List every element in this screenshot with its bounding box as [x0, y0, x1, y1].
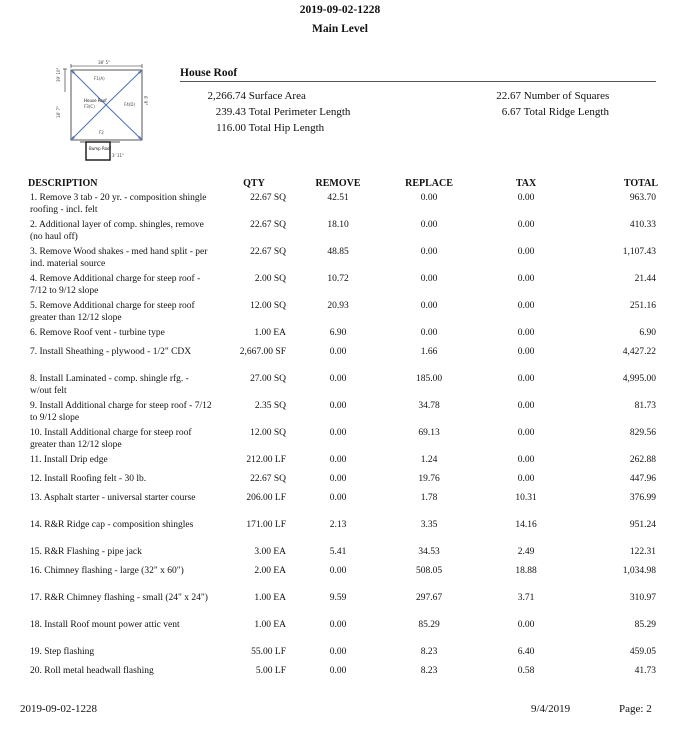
table-row — [28, 666, 658, 685]
item-total: 4,427.22 — [622, 347, 656, 357]
item-description: 4. Remove Additional charge for steep roof - 7/12 to 9/12 slope — [30, 274, 201, 296]
item-replace: 0.00 — [420, 301, 438, 311]
item-replace: 34.53 — [418, 547, 440, 557]
item-replace: 0.00 — [420, 247, 438, 257]
item-remove: 42.51 — [327, 193, 349, 203]
table-row — [28, 374, 658, 401]
item-qty: 1.00 EA — [254, 593, 286, 603]
item-tax: 0.00 — [517, 474, 535, 484]
item-total: 963.70 — [629, 193, 656, 203]
item-tax: 0.00 — [517, 347, 535, 357]
item-qty: 55.00 LF — [251, 647, 286, 657]
item-tax: 0.00 — [517, 401, 535, 411]
item-tax: 0.00 — [517, 220, 535, 230]
item-qty: 206.00 LF — [246, 493, 286, 503]
item-remove: 2.13 — [329, 520, 347, 530]
header-replace: REPLACE — [405, 178, 453, 189]
item-description: 18. Install Roof mount power attic vent — [30, 620, 180, 630]
roof-diagram — [56, 58, 151, 164]
item-remove: 0.00 — [329, 401, 347, 411]
diagram-dim-top: 38' 5" — [98, 60, 110, 65]
item-replace: 0.00 — [420, 274, 438, 284]
table-row — [28, 474, 658, 493]
stat-number-of-squares: 22.67 Number of Squares — [496, 90, 610, 102]
item-description: 11. Install Drip edge — [30, 455, 108, 465]
item-description: 17. R&R Chimney flashing - small (24" x 24") — [30, 593, 208, 603]
footer-doc-id: 2019-09-02-1228 — [20, 703, 97, 715]
header-tax: TAX — [515, 178, 537, 189]
item-total: 1,034.98 — [622, 566, 656, 576]
item-tax: 6.40 — [517, 647, 535, 657]
diagram-dim-bottom: 3' 11" — [112, 153, 124, 158]
item-tax: 0.00 — [517, 620, 535, 630]
item-description: 20. Roll metal headwall flashing — [30, 666, 154, 676]
diagram-bump-label: Bump Roof — [89, 146, 111, 151]
item-tax: 0.00 — [517, 428, 535, 438]
item-total: 447.96 — [629, 474, 656, 484]
item-qty: 5.00 LF — [255, 666, 286, 676]
item-tax: 0.00 — [517, 274, 535, 284]
item-remove: 0.00 — [329, 647, 347, 657]
item-replace: 19.76 — [418, 474, 440, 484]
section-divider — [180, 81, 656, 82]
diagram-face-label: House Roof — [84, 98, 107, 103]
item-description: 5. Remove Additional charge for steep roof greater than 12/12 slope — [30, 301, 195, 323]
item-qty: 1.00 EA — [254, 620, 286, 630]
diagram-face-top: F1(A) — [94, 76, 105, 81]
item-remove: 0.00 — [329, 455, 347, 465]
item-tax: 3.71 — [517, 593, 535, 603]
item-replace: 297.67 — [415, 593, 443, 603]
item-total: 829.56 — [629, 428, 656, 438]
item-total: 410.33 — [629, 220, 656, 230]
item-total: 6.90 — [639, 328, 656, 338]
item-description: 19. Step flashing — [30, 647, 95, 657]
item-replace: 0.00 — [420, 220, 438, 230]
table-row — [28, 220, 658, 247]
diagram-dim-right: 6' 9" — [143, 96, 148, 106]
item-description: 13. Asphalt starter - universal starter course — [30, 493, 196, 503]
item-replace: 34.78 — [418, 401, 440, 411]
item-total: 459.05 — [629, 647, 656, 657]
item-description: 3. Remove Wood shakes - med hand split - per ind. material source — [30, 247, 208, 269]
table-row — [28, 401, 658, 428]
item-tax: 0.00 — [517, 193, 535, 203]
item-total: 1,107.43 — [622, 247, 656, 257]
item-remove: 0.00 — [329, 347, 347, 357]
item-replace: 185.00 — [415, 374, 443, 384]
table-row — [28, 301, 658, 328]
item-description: 14. R&R Ridge cap - composition shingles — [30, 520, 194, 530]
item-total: 122.31 — [629, 547, 656, 557]
item-description: 12. Install Roofing felt - 30 lb. — [30, 474, 147, 484]
item-total: 21.44 — [634, 274, 656, 284]
item-tax: 0.00 — [517, 374, 535, 384]
item-replace: 3.35 — [420, 520, 438, 530]
item-remove: 0.00 — [329, 620, 347, 630]
diagram-face-right: F4(D) — [124, 102, 136, 107]
item-description: 1. Remove 3 tab - 20 yr. - composition shingle roofing - incl. felt — [30, 193, 207, 215]
diagram-dim-left: 39' 10" — [56, 67, 61, 82]
table-row — [28, 493, 658, 520]
item-replace: 508.05 — [415, 566, 443, 576]
item-total: 376.99 — [629, 493, 656, 503]
item-qty: 2.00 SQ — [254, 274, 286, 284]
item-replace: 1.24 — [420, 455, 438, 465]
item-qty: 171.00 LF — [246, 520, 286, 530]
item-total: 251.16 — [629, 301, 656, 311]
header-description: DESCRIPTION — [28, 178, 98, 189]
item-replace: 8.23 — [420, 666, 438, 676]
item-remove: 20.93 — [327, 301, 349, 311]
item-qty: 22.67 SQ — [250, 220, 286, 230]
table-row — [28, 428, 658, 455]
item-tax: 0.58 — [517, 666, 535, 676]
item-replace: 69.13 — [418, 428, 440, 438]
item-remove: 9.59 — [329, 593, 347, 603]
stat-total-perimeter: 239.43 Total Perimeter Length — [215, 106, 351, 118]
item-remove: 0.00 — [329, 474, 347, 484]
item-description: 10. Install Additional charge for steep roof greater than 12/12 slope — [30, 428, 192, 450]
item-replace: 0.00 — [420, 328, 438, 338]
footer-page-number: Page: 2 — [619, 703, 652, 715]
diagram-dim-left2: 18' 7" — [56, 106, 61, 118]
item-total: 41.73 — [634, 666, 656, 676]
item-remove: 0.00 — [329, 666, 347, 676]
stat-surface-area: 2,266.74 Surface Area — [207, 90, 306, 102]
table-row — [28, 347, 658, 374]
table-header-row — [28, 178, 658, 193]
roof-title: House Roof — [180, 67, 238, 79]
item-qty: 2.35 SQ — [254, 401, 286, 411]
item-remove: 6.90 — [329, 328, 347, 338]
item-qty: 2,667.00 SF — [239, 347, 286, 357]
item-tax: 0.00 — [517, 455, 535, 465]
table-body — [28, 193, 658, 685]
item-tax: 18.88 — [515, 566, 537, 576]
stat-total-hip: 116.00 Total Hip Length — [216, 122, 325, 134]
table-row — [28, 566, 658, 593]
item-replace: 0.00 — [420, 193, 438, 203]
item-qty: 212.00 LF — [246, 455, 286, 465]
level-title: Main Level — [312, 23, 368, 35]
item-description: 9. Install Additional charge for steep roof - 7/12 to 9/12 slope — [30, 401, 212, 423]
item-replace: 1.78 — [420, 493, 438, 503]
item-description: 2. Additional layer of comp. shingles, remove (no haul off) — [30, 220, 204, 242]
item-description: 8. Install Laminated - comp. shingle rfg. - w/out felt — [30, 374, 189, 396]
item-remove: 0.00 — [329, 374, 347, 384]
document-id: 2019-09-02-1228 — [299, 4, 381, 16]
item-qty: 2.00 EA — [254, 566, 286, 576]
item-replace: 1.66 — [420, 347, 438, 357]
item-total: 262.88 — [629, 455, 656, 465]
item-qty: 22.67 SQ — [250, 247, 286, 257]
diagram-face-left: F3(C) — [84, 104, 95, 109]
item-total: 4,995.00 — [622, 374, 656, 384]
header-total: TOTAL — [623, 178, 658, 189]
table-row — [28, 593, 658, 620]
item-tax: 2.49 — [517, 547, 535, 557]
line-items-table — [28, 178, 658, 685]
table-row — [28, 455, 658, 474]
item-tax: 0.00 — [517, 328, 535, 338]
diagram-face-bottom: F2 — [99, 130, 104, 135]
item-tax: 0.00 — [517, 301, 535, 311]
item-remove: 0.00 — [329, 493, 347, 503]
item-tax: 10.31 — [515, 493, 537, 503]
item-remove: 0.00 — [329, 428, 347, 438]
item-qty: 12.00 SQ — [250, 301, 286, 311]
item-replace: 8.23 — [420, 647, 438, 657]
item-remove: 5.41 — [329, 547, 347, 557]
table-row — [28, 647, 658, 666]
item-tax: 0.00 — [517, 247, 535, 257]
item-remove: 18.10 — [327, 220, 349, 230]
item-description: 7. Install Sheathing - plywood - 1/2" CDX — [30, 347, 192, 357]
table-row — [28, 274, 658, 301]
stat-total-ridge: 6.67 Total Ridge Length — [501, 106, 609, 118]
item-total: 310.97 — [629, 593, 656, 603]
table-row — [28, 247, 658, 274]
item-remove: 48.85 — [327, 247, 349, 257]
item-total: 85.29 — [634, 620, 656, 630]
item-remove: 0.00 — [329, 566, 347, 576]
item-qty: 1.00 EA — [254, 328, 286, 338]
item-replace: 85.29 — [418, 620, 440, 630]
table-row — [28, 620, 658, 647]
item-remove: 10.72 — [327, 274, 349, 284]
item-qty: 12.00 SQ — [250, 428, 286, 438]
item-total: 81.73 — [634, 401, 656, 411]
item-qty: 3.00 EA — [254, 547, 286, 557]
item-description: 6. Remove Roof vent - turbine type — [30, 328, 165, 338]
item-qty: 22.67 SQ — [250, 193, 286, 203]
table-row — [28, 547, 658, 566]
item-total: 951.24 — [629, 520, 656, 530]
header-qty: QTY — [243, 178, 265, 189]
item-tax: 14.16 — [515, 520, 537, 530]
item-qty: 22.67 SQ — [250, 474, 286, 484]
table-row — [28, 328, 658, 347]
footer-date: 9/4/2019 — [531, 703, 571, 715]
item-description: 15. R&R Flashing - pipe jack — [30, 547, 142, 557]
item-description: 16. Chimney flashing - large (32" x 60") — [30, 566, 184, 576]
item-qty: 27.00 SQ — [250, 374, 286, 384]
header-remove: REMOVE — [315, 178, 361, 189]
table-row — [28, 520, 658, 547]
table-row — [28, 193, 658, 220]
